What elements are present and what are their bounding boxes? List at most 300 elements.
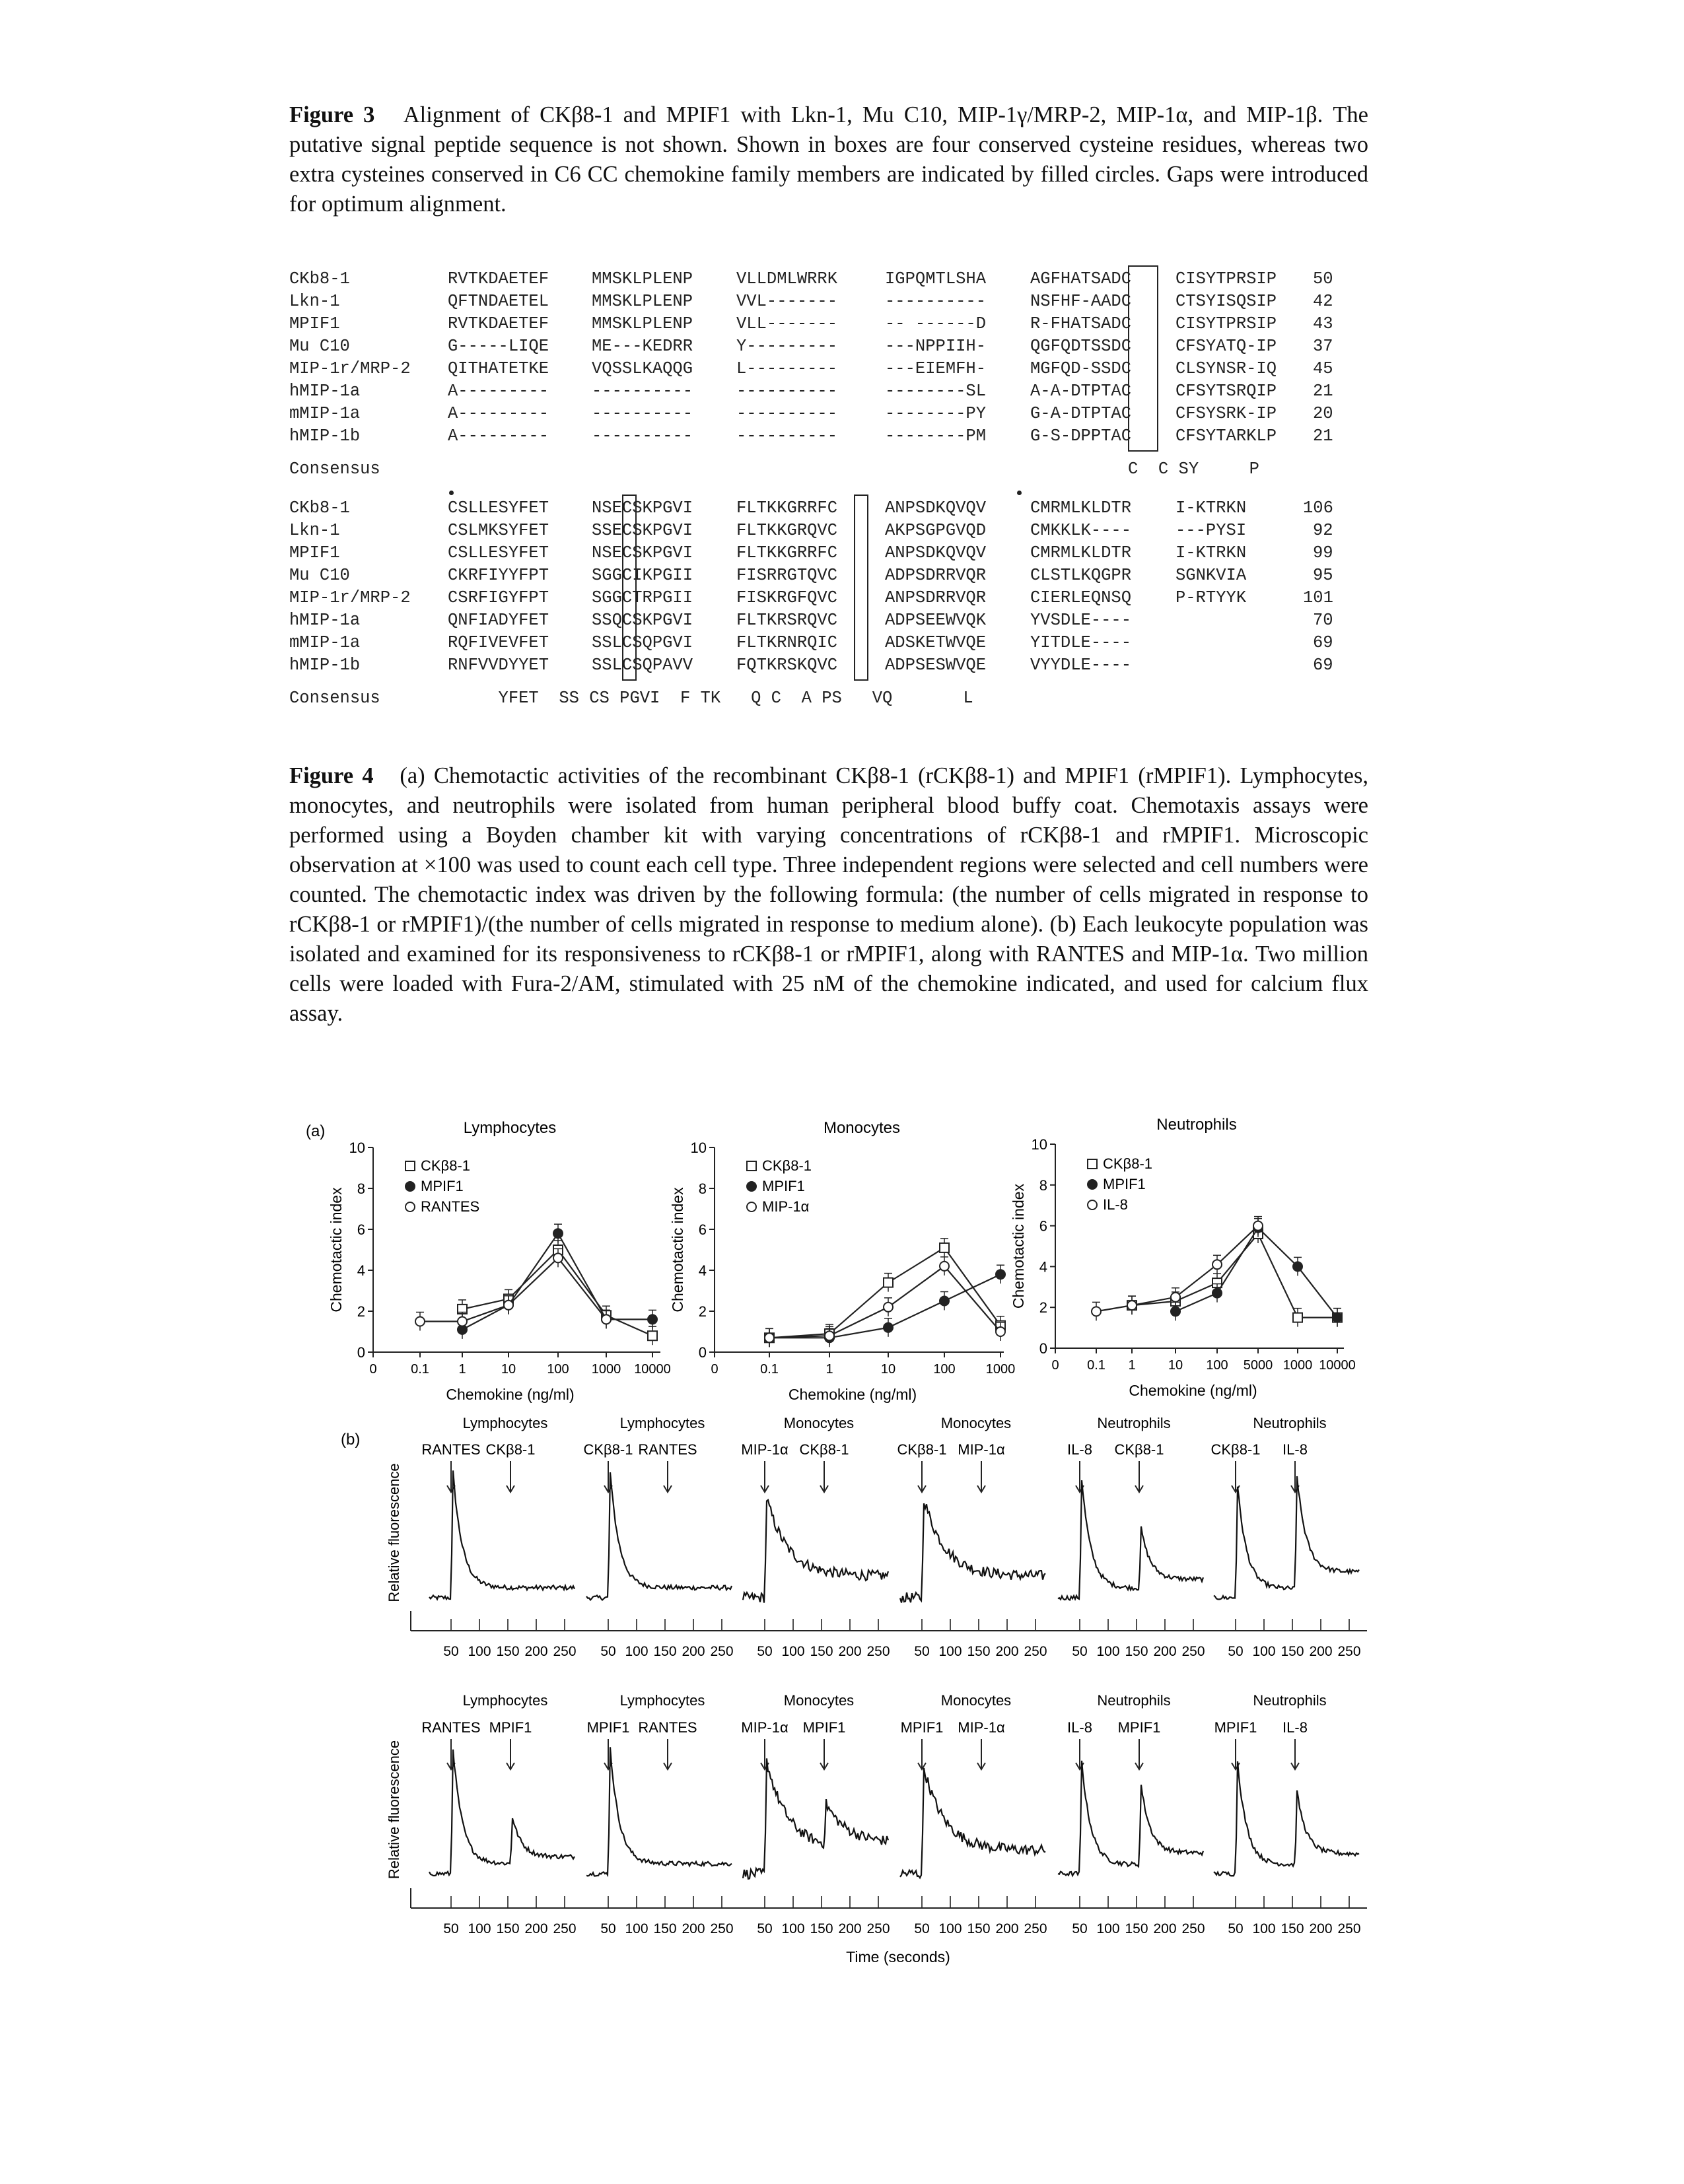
- data-point: [458, 1317, 467, 1326]
- x-tick-label: 100: [625, 1921, 649, 1936]
- y-tick-label: 8: [698, 1180, 707, 1197]
- sequence-segment: --------SL: [885, 382, 987, 401]
- x-tick-label: 10: [880, 1362, 896, 1377]
- x-tick-label: 250: [1024, 1921, 1047, 1936]
- legend-marker: [1088, 1200, 1097, 1210]
- data-point: [504, 1301, 513, 1310]
- trace-cell-type: Lymphocytes: [619, 1415, 705, 1431]
- x-tick-label: 200: [995, 1921, 1019, 1936]
- x-axis-label: Time (seconds): [846, 1948, 950, 1965]
- sequence-segment: ----------: [592, 427, 693, 446]
- x-tick-label: 150: [653, 1644, 677, 1659]
- sequence-segment: MGFQD-SSDC: [1030, 359, 1132, 378]
- y-axis-label: Relative fluorescence: [386, 1740, 402, 1880]
- x-tick-label: 150: [1281, 1921, 1304, 1936]
- x-tick-label: 250: [710, 1921, 734, 1936]
- legend-label: CKβ8-1: [762, 1157, 812, 1174]
- data-point: [1293, 1313, 1302, 1322]
- x-tick-label: 1: [1128, 1358, 1136, 1373]
- series-line: [1175, 1228, 1337, 1318]
- legend-marker: [405, 1202, 415, 1211]
- sequence-segment: G-A-DTPTAC: [1030, 404, 1132, 423]
- sequence-name: MIP-1r/MRP-2: [289, 359, 411, 378]
- sequence-segment: AGFHATSADC: [1030, 269, 1132, 289]
- sequence-name: Lkn-1: [289, 521, 340, 540]
- sequence-segment: CFSYATQ-IP: [1175, 337, 1277, 356]
- fluorescence-trace: [1214, 1761, 1359, 1876]
- sequence-segment: CFSYTARKLP: [1175, 427, 1277, 446]
- x-tick-label: 1000: [1282, 1358, 1313, 1373]
- first-stimulus-label: IL-8: [1067, 1719, 1092, 1736]
- sequence-segment: QFTNDAETEL: [448, 292, 549, 311]
- sequence-segment: ---PYSI: [1175, 521, 1247, 540]
- y-tick-label: 0: [1039, 1340, 1047, 1357]
- first-stimulus-label: CKβ8-1: [1210, 1441, 1261, 1458]
- sequence-name: mMIP-1a: [289, 404, 361, 423]
- sequence-segment: CSLLESYFET: [448, 543, 549, 563]
- residue-count: 69: [1313, 656, 1333, 675]
- data-point: [1293, 1262, 1303, 1272]
- sequence-segment: CSRFIGYFPT: [448, 588, 549, 607]
- sequence-segment: FISRRGTQVC: [736, 566, 838, 585]
- x-tick-label: 0: [369, 1362, 377, 1377]
- sequence-segment: FISKRGFQVC: [736, 588, 838, 607]
- second-stimulus-label: IL-8: [1282, 1719, 1308, 1736]
- x-tick-label: 10: [501, 1362, 516, 1377]
- x-tick-label: 100: [938, 1921, 962, 1936]
- sequence-segment: CISYTPRSIP: [1175, 314, 1277, 333]
- x-tick-label: 150: [810, 1921, 833, 1936]
- sequence-name: Lkn-1: [289, 292, 340, 311]
- sequence-segment: ----------: [736, 382, 838, 401]
- data-point: [1127, 1301, 1137, 1310]
- fluorescence-trace: [1058, 1480, 1203, 1600]
- x-tick-label: 150: [1125, 1644, 1148, 1659]
- x-tick-label: 50: [757, 1644, 773, 1659]
- sequence-segment: L---------: [736, 359, 838, 378]
- sequence-segment: RQFIVEVFET: [448, 633, 549, 652]
- sequence-segment: --------PM: [885, 427, 987, 446]
- x-tick-label: 200: [1153, 1921, 1177, 1936]
- first-stimulus-label: MPIF1: [586, 1719, 630, 1736]
- x-tick-label: 50: [757, 1921, 773, 1936]
- x-tick-label: 10000: [1319, 1358, 1356, 1373]
- x-tick-label: 100: [1096, 1921, 1120, 1936]
- x-tick-label: 1000: [591, 1362, 621, 1377]
- sequence-segment: A---------: [448, 404, 549, 423]
- residue-count: 42: [1313, 292, 1333, 311]
- series-line: [420, 1258, 606, 1321]
- legend-marker: [1088, 1159, 1097, 1169]
- data-point: [1171, 1307, 1181, 1316]
- sequence-name: mMIP-1a: [289, 633, 361, 652]
- panel-b-label: (b): [341, 1431, 361, 1449]
- sequence-segment: ----------: [885, 292, 987, 311]
- sequence-name: hMIP-1a: [289, 611, 361, 630]
- sequence-name: MPIF1: [289, 543, 340, 563]
- sequence-segment: NSFHF-AADC: [1030, 292, 1132, 311]
- x-tick-label: 100: [1252, 1921, 1276, 1936]
- legend-label: CKβ8-1: [421, 1157, 471, 1174]
- y-tick-label: 4: [1039, 1258, 1047, 1276]
- consensus-sequence: YFET SS CS PGVI F TK Q C A PS VQ L: [448, 689, 973, 708]
- sequence-segment: RVTKDAETEF: [448, 269, 549, 289]
- second-stimulus-label: RANTES: [638, 1441, 697, 1458]
- data-point: [996, 1270, 1006, 1280]
- x-tick-label: 200: [995, 1644, 1019, 1659]
- y-tick-label: 0: [698, 1344, 707, 1361]
- sequence-segment: SGGCIKPGII: [592, 566, 693, 585]
- sequence-segment: ANPSDKQVQV: [885, 543, 987, 563]
- residue-count: 50: [1313, 269, 1333, 289]
- sequence-segment: ANPSDKQVQV: [885, 498, 987, 518]
- sequence-segment: MMSKLPLENP: [592, 314, 693, 333]
- trace-cell-type: Lymphocytes: [462, 1692, 548, 1709]
- sequence-segment: QNFIADYFET: [448, 611, 549, 630]
- fluorescence-trace: [743, 1758, 888, 1878]
- residue-count: 45: [1313, 359, 1333, 378]
- x-tick-label: 10000: [634, 1362, 671, 1377]
- legend-marker: [405, 1161, 415, 1171]
- data-point: [996, 1327, 1005, 1336]
- data-point: [553, 1253, 563, 1262]
- sequence-segment: -- ------D: [885, 314, 987, 333]
- residue-count: 106: [1303, 498, 1333, 518]
- fluorescence-trace: [1058, 1761, 1203, 1876]
- sequence-segment: ADSKETWVQE: [885, 633, 987, 652]
- sequence-segment: CLSTLKQGPR: [1030, 566, 1132, 585]
- sequence-segment: ----------: [736, 404, 838, 423]
- sequence-segment: CSLMKSYFET: [448, 521, 549, 540]
- x-tick-label: 1: [825, 1362, 833, 1377]
- y-axis-label: Chemotactic index: [328, 1187, 345, 1313]
- sequence-segment: FLTKKGRQVC: [736, 521, 838, 540]
- sequence-segment: ME---KEDRR: [592, 337, 693, 356]
- sequence-name: Mu C10: [289, 337, 350, 356]
- sequence-segment: CISYTPRSIP: [1175, 269, 1277, 289]
- sequence-segment: NSECSKPGVI: [592, 543, 693, 563]
- second-stimulus-label: IL-8: [1282, 1441, 1308, 1458]
- x-tick-label: 250: [710, 1644, 734, 1659]
- sequence-segment: AKPSGPGVQD: [885, 521, 987, 540]
- data-point: [884, 1303, 893, 1312]
- sequence-segment: ----------: [592, 404, 693, 423]
- first-stimulus-label: MIP-1α: [741, 1441, 789, 1458]
- sequence-segment: CLSYNSR-IQ: [1175, 359, 1277, 378]
- sequence-segment: FLTKRSRQVC: [736, 611, 838, 630]
- sequence-segment: CMKKLK----: [1030, 521, 1132, 540]
- data-point: [1171, 1293, 1180, 1302]
- x-tick-label: 50: [443, 1644, 459, 1659]
- residue-count: 43: [1313, 314, 1333, 333]
- x-tick-label: 0.1: [1087, 1358, 1105, 1373]
- x-tick-label: 250: [553, 1921, 577, 1936]
- y-tick-label: 4: [698, 1262, 707, 1279]
- x-tick-label: 0.1: [760, 1362, 779, 1377]
- sequence-segment: ---EIEMFH-: [885, 359, 987, 378]
- x-tick-label: 100: [933, 1362, 956, 1377]
- first-stimulus-label: MIP-1α: [741, 1719, 789, 1736]
- y-tick-label: 6: [1039, 1217, 1047, 1235]
- figure-3-label: Figure 3: [289, 102, 375, 127]
- data-point: [940, 1243, 949, 1252]
- y-axis-label: Chemotactic index: [669, 1187, 686, 1313]
- first-stimulus-label: IL-8: [1067, 1441, 1092, 1458]
- y-tick-label: 10: [1031, 1136, 1047, 1153]
- legend-label: RANTES: [421, 1198, 480, 1215]
- first-stimulus-label: CKβ8-1: [583, 1441, 633, 1458]
- first-stimulus-label: MPIF1: [1214, 1719, 1257, 1736]
- x-tick-label: 50: [1072, 1644, 1088, 1659]
- sequence-segment: --------PY: [885, 404, 987, 423]
- x-axis-label: Chemokine (ng/ml): [446, 1386, 575, 1403]
- sequence-segment: A---------: [448, 382, 549, 401]
- sequence-segment: SSLCSQPGVI: [592, 633, 693, 652]
- y-tick-label: 0: [357, 1344, 365, 1361]
- sequence-segment: SSQCSKPGVI: [592, 611, 693, 630]
- legend-label: IL-8: [1103, 1196, 1128, 1213]
- x-tick-label: 0: [711, 1362, 719, 1377]
- figure-4-caption-text: (a) Chemotactic activities of the recombinant CKβ8-1 (rCKβ8-1) and MPIF1 (rMPIF1). Lymphocytes, monocytes, and neutrophils were isolated from human peripheral blood buffy coat. Chemotaxis assays were performed using a Boyden chamber kit with varying concentrations of rCKβ8-1 and rMPIF1. Microscopic observation at ×100 was used to count each cell type. Three independent regions were selected and cell numbers were counted. The chemotactic index was driven by the following formula: (the number of cells migrated in response to rCKβ8-1 or rMPIF1)/(the number of cells migrated in response to medium alone). (b) Each leukocyte population was isolated and examined for its responsiveness to rCKβ8-1 or rMPIF1, along with RANTES and MIP-1α. Two million cells were loaded with Fura-2/AM, stimulated with 25 nM of the chemokine indicated, and used for calcium flux assay.: [289, 763, 1369, 1026]
- sequence-segment: FLTKKGRRFC: [736, 498, 838, 518]
- sequence-segment: A-A-DTPTAC: [1030, 382, 1132, 401]
- x-tick-label: 50: [914, 1921, 930, 1936]
- second-stimulus-label: MIP-1α: [958, 1441, 1005, 1458]
- consensus-label: Consensus: [289, 460, 380, 479]
- second-stimulus-label: CKβ8-1: [1114, 1441, 1164, 1458]
- legend-label: CKβ8-1: [1103, 1155, 1153, 1172]
- data-point: [1092, 1307, 1101, 1316]
- x-tick-label: 50: [443, 1921, 459, 1936]
- sequence-segment: VLLDMLWRRK: [736, 269, 838, 289]
- residue-count: 95: [1313, 566, 1333, 585]
- sequence-segment: VQSSLKAQQG: [592, 359, 693, 378]
- sequence-name: MIP-1r/MRP-2: [289, 588, 411, 607]
- residue-count: 99: [1313, 543, 1333, 563]
- sequence-segment: SGNKVIA: [1175, 566, 1247, 585]
- residue-count: 70: [1313, 611, 1333, 630]
- trace-cell-type: Monocytes: [940, 1692, 1012, 1709]
- data-point: [415, 1317, 425, 1326]
- legend-marker: [1088, 1180, 1098, 1190]
- x-tick-label: 200: [682, 1921, 705, 1936]
- x-tick-label: 250: [1337, 1921, 1361, 1936]
- x-tick-label: 200: [1309, 1921, 1333, 1936]
- sequence-segment: P-RTYYK: [1175, 588, 1247, 607]
- x-tick-label: 150: [496, 1644, 520, 1659]
- consensus-sequence: C C SY P: [1128, 460, 1259, 479]
- sequence-segment: RVTKDAETEF: [448, 314, 549, 333]
- sequence-name: CKb8-1: [289, 269, 350, 289]
- legend-marker: [747, 1161, 756, 1171]
- sequence-segment: NSECSKPGVI: [592, 498, 693, 518]
- data-point: [602, 1314, 611, 1324]
- x-tick-label: 100: [1096, 1644, 1120, 1659]
- sequence-segment: SSECSKPGVI: [592, 521, 693, 540]
- x-axis-label: Chemokine (ng/ml): [1129, 1382, 1257, 1399]
- sequence-segment: FQTKRSKQVC: [736, 656, 838, 675]
- x-tick-label: 100: [781, 1644, 805, 1659]
- data-point: [1253, 1221, 1263, 1231]
- trace-cell-type: Neutrophils: [1097, 1415, 1171, 1431]
- data-point: [765, 1333, 774, 1342]
- x-tick-label: 0: [1051, 1358, 1059, 1373]
- sequence-name: CKb8-1: [289, 498, 350, 518]
- sequence-segment: CFSYSRK-IP: [1175, 404, 1277, 423]
- second-stimulus-label: MPIF1: [802, 1719, 846, 1736]
- x-tick-label: 50: [600, 1921, 616, 1936]
- series-line: [1132, 1234, 1337, 1318]
- x-tick-label: 50: [1228, 1921, 1244, 1936]
- trace-cell-type: Lymphocytes: [619, 1692, 705, 1709]
- x-tick-label: 5000: [1243, 1358, 1273, 1373]
- consensus-label: Consensus: [289, 689, 380, 708]
- x-tick-label: 100: [1206, 1358, 1228, 1373]
- x-tick-label: 50: [914, 1644, 930, 1659]
- data-point: [1333, 1313, 1343, 1322]
- x-tick-label: 0.1: [411, 1362, 429, 1377]
- fluorescence-trace: [1214, 1476, 1359, 1599]
- trace-cell-type: Neutrophils: [1253, 1415, 1327, 1431]
- data-point: [884, 1278, 893, 1287]
- x-tick-label: 100: [468, 1921, 491, 1936]
- sequence-segment: ANPSDRRVQR: [885, 588, 987, 607]
- y-tick-label: 4: [357, 1262, 365, 1279]
- sequence-segment: CIERLEQNSQ: [1030, 588, 1132, 607]
- x-tick-label: 250: [1024, 1644, 1047, 1659]
- fluorescence-trace: [743, 1500, 888, 1603]
- y-tick-label: 10: [690, 1140, 707, 1156]
- sequence-segment: FLTKKGRRFC: [736, 543, 838, 563]
- y-tick-label: 2: [357, 1303, 365, 1320]
- sequence-segment: A---------: [448, 427, 549, 446]
- sequence-name: hMIP-1b: [289, 427, 361, 446]
- y-tick-label: 6: [357, 1221, 365, 1238]
- trace-cell-type: Neutrophils: [1253, 1692, 1327, 1709]
- second-stimulus-label: CKβ8-1: [799, 1441, 849, 1458]
- residue-count: 21: [1313, 382, 1333, 401]
- sequence-segment: ----------: [736, 427, 838, 446]
- legend-label: MPIF1: [1103, 1176, 1146, 1192]
- x-tick-label: 150: [1125, 1921, 1148, 1936]
- sequence-segment: CSLLESYFET: [448, 498, 549, 518]
- sequence-name: MPIF1: [289, 314, 340, 333]
- x-tick-label: 150: [967, 1644, 991, 1659]
- chart-title: Lymphocytes: [463, 1119, 557, 1137]
- x-tick-label: 1: [458, 1362, 466, 1377]
- x-tick-label: 100: [625, 1644, 649, 1659]
- sequence-segment: FLTKRNRQIC: [736, 633, 838, 652]
- sequence-segment: RNFVVDYYET: [448, 656, 549, 675]
- x-tick-label: 250: [866, 1644, 890, 1659]
- x-tick-label: 150: [653, 1921, 677, 1936]
- first-stimulus-label: CKβ8-1: [897, 1441, 947, 1458]
- sequence-segment: I-KTRKN: [1175, 498, 1247, 518]
- trace-cell-type: Monocytes: [783, 1692, 855, 1709]
- x-tick-label: 50: [600, 1644, 616, 1659]
- y-tick-label: 2: [1039, 1299, 1047, 1316]
- data-point: [940, 1296, 950, 1306]
- data-point: [1212, 1260, 1222, 1269]
- residue-count: 69: [1313, 633, 1333, 652]
- figure-3-caption-text: Alignment of CKβ8-1 and MPIF1 with Lkn-1, Mu C10, MIP-1γ/MRP-2, MIP-1α, and MIP-1β. The putative signal peptide sequence is not shown. Shown in boxes are four conserved cysteine residues, whereas two extra cysteines conserved in C6 CC chemokine family members are indicated by filled circles. Gaps were introduced for optimum alignment.: [289, 102, 1368, 217]
- data-point: [884, 1322, 894, 1332]
- x-axis-label: Chemokine (ng/ml): [788, 1386, 917, 1403]
- sequence-segment: YVSDLE----: [1030, 611, 1132, 630]
- trace-cell-type: Monocytes: [783, 1415, 855, 1431]
- y-tick-label: 6: [698, 1221, 707, 1238]
- second-stimulus-label: MIP-1α: [958, 1719, 1005, 1736]
- sequence-segment: QGFQDTSSDC: [1030, 337, 1132, 356]
- x-tick-label: 150: [496, 1921, 520, 1936]
- sequence-segment: SSLCSQPAVV: [592, 656, 693, 675]
- legend-marker: [747, 1182, 757, 1192]
- second-stimulus-label: MPIF1: [1117, 1719, 1161, 1736]
- x-tick-label: 200: [838, 1644, 862, 1659]
- x-tick-label: 250: [1181, 1921, 1205, 1936]
- x-tick-label: 200: [524, 1644, 548, 1659]
- sequence-segment: MMSKLPLENP: [592, 292, 693, 311]
- x-tick-label: 50: [1228, 1644, 1244, 1659]
- x-tick-label: 250: [1337, 1644, 1361, 1659]
- trace-cell-type: Monocytes: [940, 1415, 1012, 1431]
- sequence-segment: G-S-DPPTAC: [1030, 427, 1132, 446]
- x-tick-label: 200: [838, 1921, 862, 1936]
- sequence-segment: ----------: [592, 382, 693, 401]
- y-axis-label: Relative fluorescence: [386, 1463, 402, 1602]
- sequence-name: hMIP-1a: [289, 382, 361, 401]
- sequence-segment: CMRMLKLDTR: [1030, 543, 1132, 563]
- sequence-segment: Y---------: [736, 337, 838, 356]
- sequence-segment: ---NPPIIH-: [885, 337, 987, 356]
- sequence-segment: ADPSDRRVQR: [885, 566, 987, 585]
- second-stimulus-label: CKβ8-1: [485, 1441, 536, 1458]
- sequence-segment: ADPSESWVQE: [885, 656, 987, 675]
- sequence-segment: IGPQMTLSHA: [885, 269, 987, 289]
- y-axis-label: Chemotactic index: [1010, 1183, 1027, 1309]
- second-stimulus-label: MPIF1: [489, 1719, 532, 1736]
- x-tick-label: 250: [866, 1921, 890, 1936]
- residue-count: 92: [1313, 521, 1333, 540]
- x-tick-label: 200: [682, 1644, 705, 1659]
- residue-count: 21: [1313, 427, 1333, 446]
- x-tick-label: 250: [1181, 1644, 1205, 1659]
- sequence-name: hMIP-1b: [289, 656, 361, 675]
- sequence-segment: VVL-------: [736, 292, 838, 311]
- legend-marker: [405, 1182, 415, 1192]
- data-point: [553, 1229, 563, 1239]
- sequence-segment: MMSKLPLENP: [592, 269, 693, 289]
- y-tick-label: 8: [1039, 1177, 1047, 1194]
- x-tick-label: 100: [1252, 1644, 1276, 1659]
- x-tick-label: 100: [938, 1644, 962, 1659]
- trace-cell-type: Neutrophils: [1097, 1692, 1171, 1709]
- x-tick-label: 200: [1153, 1644, 1177, 1659]
- x-tick-label: 10: [1168, 1358, 1183, 1373]
- x-tick-label: 250: [553, 1644, 577, 1659]
- legend-label: MPIF1: [421, 1178, 464, 1194]
- x-tick-label: 1000: [985, 1362, 1016, 1377]
- sequence-segment: ADPSEEWVQK: [885, 611, 987, 630]
- data-point: [1212, 1288, 1222, 1298]
- x-tick-label: 150: [1281, 1644, 1304, 1659]
- x-tick-label: 200: [524, 1921, 548, 1936]
- y-tick-label: 8: [357, 1180, 365, 1197]
- sequence-segment: G-----LIQE: [448, 337, 549, 356]
- sequence-segment: CFSYTSRQIP: [1175, 382, 1277, 401]
- first-stimulus-label: RANTES: [421, 1441, 481, 1458]
- sequence-segment: R-FHATSADC: [1030, 314, 1132, 333]
